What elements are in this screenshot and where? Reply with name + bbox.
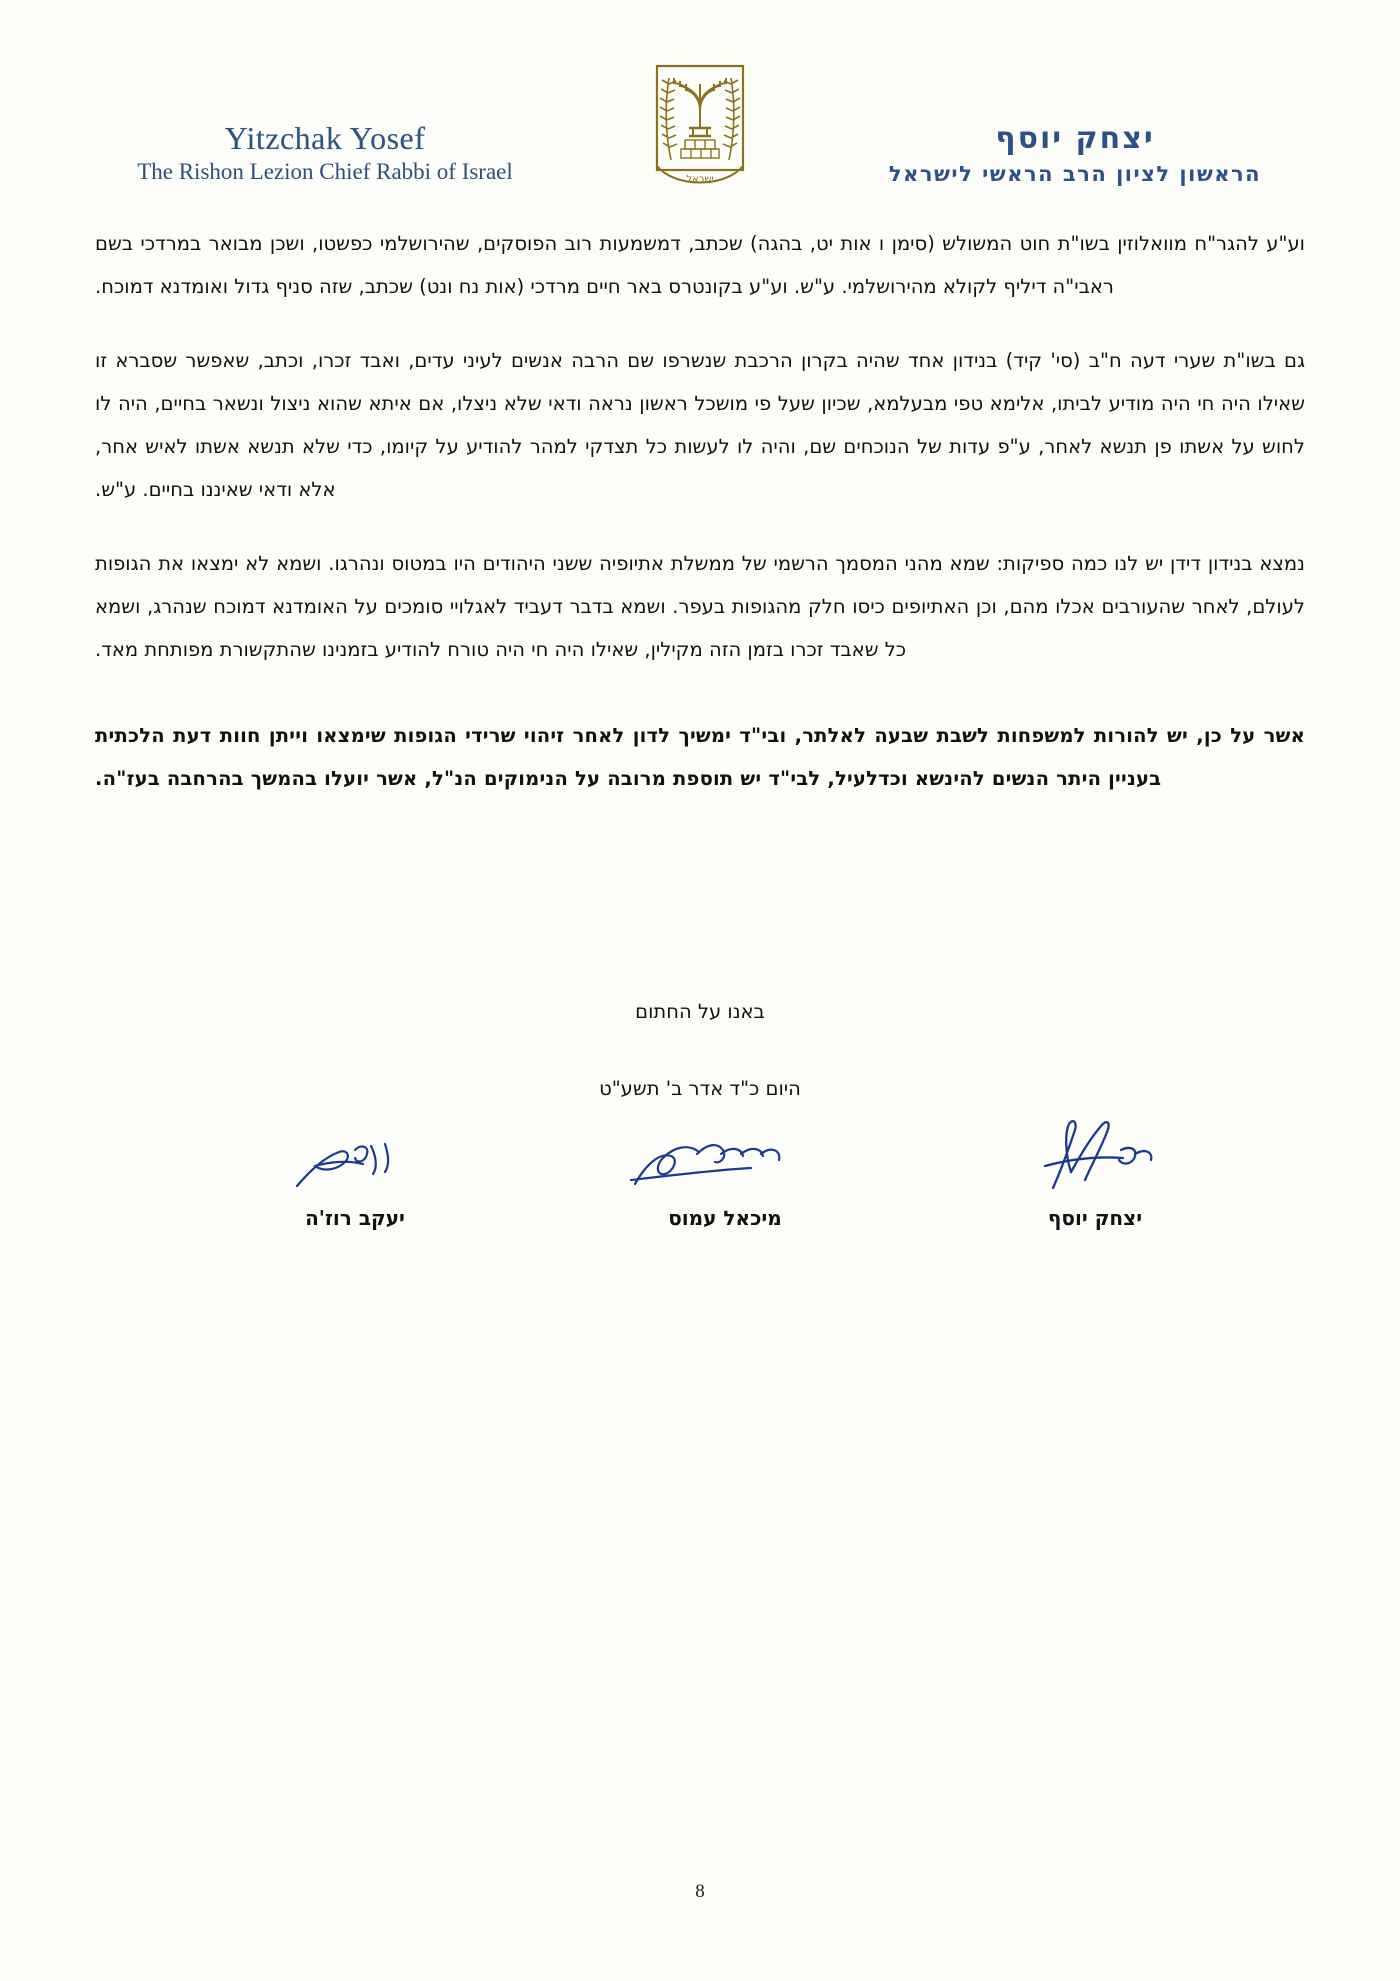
page-number: 8 bbox=[695, 1881, 705, 1902]
signatory-name: מיכאל עמוס bbox=[668, 1206, 782, 1230]
paragraph-2: גם בשו"ת שערי דעה ח"ב (סי' קיד) בנידון אחד שהיה בקרון הרכבת שנשרפו שם הרבה אנשים לעיני עדים, ואבד זכרו, וכתב, שאפשר שסברא זו שאילו היה חי היה מודיע לביתו, אלימא טפי מבעלמא, שכיון שעל פי מושכל ראשון נראה ודאי שלא ניצלו, אם איתא שהוא ניצול ונשאר בחיים, היה לו לחוש על אשתו פן תנשא לאחר, ע"פ עדות של הנוכחים שם, והיה לו לעשות כל תצדקי למהר להודיע על קיומו, כדי שלא תנשא אשתו לאיש אחר, אלא ודאי שאיננו בחיים. ע"ש. bbox=[95, 348, 1305, 502]
paragraph-1: וע"ע להגר"ח מוואלוזין בשו"ת חוט המשולש (סימן ו אות יט, בהגה) שכתב, דמשמעות רוב הפוסקים, שהירושלמי כפשטו, ושכן מבואר במרדכי בשם ראבי"ה דיליף לקולא מהירושלמי. ע"ש. וע"ע בקונטרס באר חיים מרדכי (אות נח ונט) שכתב, שזה סניף גדול ואומדנא דמוכח. bbox=[95, 232, 1305, 299]
handwritten-signature-icon bbox=[945, 1110, 1245, 1206]
signature-date: היום כ"ד אדר ב' תשע"ט bbox=[599, 1077, 801, 1100]
hebrew-name: יצחק יוסף bbox=[995, 120, 1155, 156]
paragraph-3: נמצא בנידון דידן יש לנו כמה ספיקות: שמא מהני המסמך הרשמי של ממשלת אתיופיה ששני היהודים היו במטוס ונהרגו. ושמא לא ימצאו את הגופות לעולם, לאחר שהעורבים אכלו מהם, וכן האתיופים כיסו חלק מהגופות בעפר. ושמא בדבר דעביד לאגלויי סומכים על האומדנא דמוכח שנהרג, ושמא כל שאבד זכרו בזמן הזה מקילין, שאילו היה חי היה טורח להודיע בזמנינו שהתקשורת מפותחת מאד. bbox=[95, 551, 1305, 662]
hebrew-role: הראשון לציון הרב הראשי לישראל bbox=[888, 161, 1262, 186]
letterhead-english bbox=[90, 120, 560, 192]
signatory-name: יעקב רוז'ה bbox=[305, 1206, 405, 1230]
state-of-israel-emblem-icon bbox=[645, 62, 755, 190]
letterhead-hebrew bbox=[840, 121, 1310, 192]
english-name: Yitzchak Yosef bbox=[224, 119, 426, 156]
signature-row bbox=[95, 1110, 1305, 1270]
handwritten-signature-icon bbox=[205, 1110, 505, 1206]
conclusion-paragraph: אשר על כן, יש להורות למשפחות לשבת שבעה לאלתר, ובי"ד ימשיך לדון לאחר זיהוי שרידי הגופות שימצאו וייתן חוות דעת הלכתית בעניין היתר הנשים להינשא וכדלעיל, לבי"ד יש תוספת מרובה על הנימוקים הנ"ל, אשר יועלו בהמשך בהרחבה בעז"ה. bbox=[95, 723, 1305, 790]
signature-block bbox=[95, 1000, 1305, 1270]
document-body bbox=[95, 222, 1305, 824]
signature-intro: באנו על החתום bbox=[635, 1000, 765, 1023]
letterhead bbox=[90, 72, 1310, 192]
signatory-1 bbox=[945, 1110, 1245, 1230]
signatory-name: יצחק יוסף bbox=[1047, 1206, 1143, 1230]
signatory-2 bbox=[575, 1110, 875, 1230]
handwritten-signature-icon bbox=[575, 1110, 875, 1206]
english-role: The Rishon Lezion Chief Rabbi of Israel bbox=[137, 159, 513, 185]
signatory-3 bbox=[205, 1110, 505, 1230]
emblem-caption: ישראל bbox=[686, 174, 714, 185]
